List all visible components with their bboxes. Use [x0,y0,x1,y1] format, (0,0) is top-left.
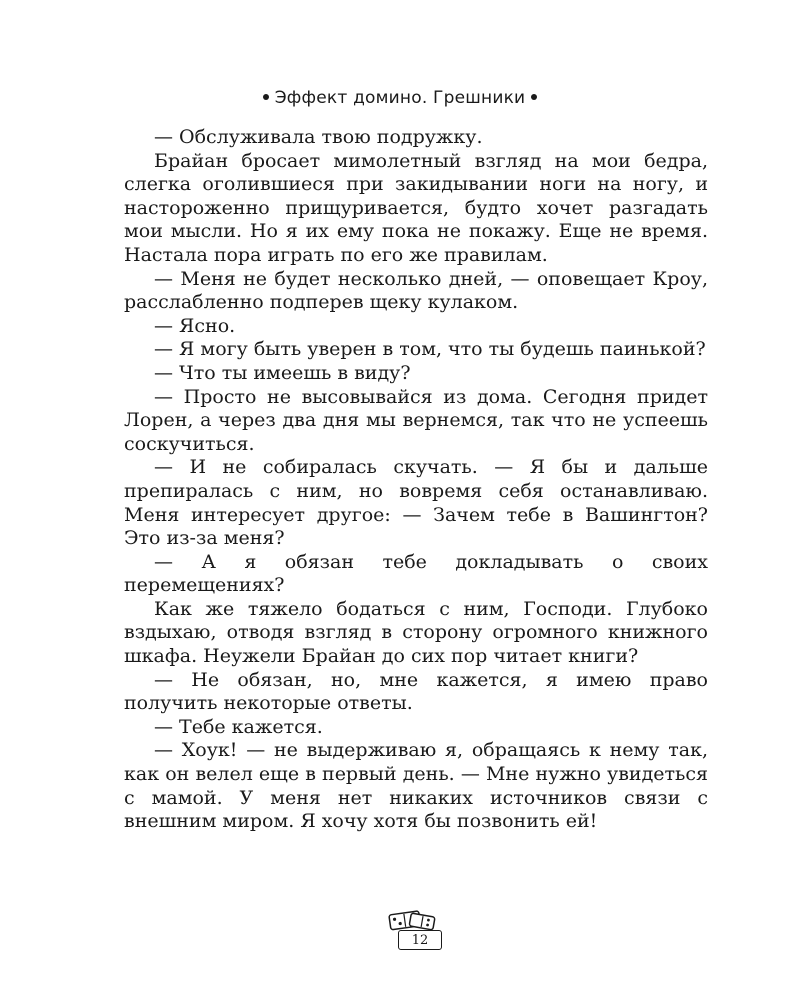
paragraph: — Хоук! — не выдерживаю я, обращаясь к нему так, как он велел еще в первый день. — Мне нужно увидеться с мамой. У меня нет никаких источников связи с внешним миром. Я хочу хотя бы позвонить ей! [124,739,708,833]
paragraph: — Что ты имеешь в виду? [154,361,411,384]
page-footer [0,910,800,950]
paragraph: — А я обязан тебе докладывать о своих перемещениях? [124,550,708,597]
paragraph: — Просто не высовывайся из дома. Сегодня придет Лорен, а через два дня мы вернемся, так что не успеешь соскучиться. [124,385,708,455]
paragraph: — Тебе кажется. [154,715,323,738]
domino-icon [384,910,438,932]
paragraph: — Ясно. [154,314,236,337]
running-title: Эффект домино. Грешники [274,88,526,108]
body-text [124,126,708,834]
paragraph: — И не собиралась скучать. — Я бы и дальше препиралась с ним, но вовремя себя останавливаю. Меня интересует другое: — Зачем тебе в Вашингтон? Это из-за меня? [124,456,708,550]
paragraph: — Обслуживала твою подружку. [154,126,483,148]
paragraph: — Меня не будет несколько дней, — оповещает Кроу, расслабленно подперев щеку кулаком. [124,267,708,314]
running-header [0,88,800,108]
paragraph: — Я могу быть уверен в том, что ты будешь паинькой? [154,338,706,361]
bullet-icon [531,94,537,100]
page-number: 12 [398,930,442,950]
paragraph: Брайан бросает мимолетный взгляд на мои бедра, слегка оголившиеся при закидывании ноги на ногу, и настороженно прищуривается, будто хочет разгадать мои мысли. Но я их ему пока не покажу. Еще не время. Настала пора играть по его же правилам. [124,149,708,266]
paragraph: — Не обязан, но, мне кажется, я имею право получить некоторые ответы. [124,668,708,715]
paragraph: Как же тяжело бодаться с ним, Господи. Глубоко вздыхаю, отводя взгляд в сторону огромного книжного шкафа. Неужели Брайан до сих пор читает книги? [124,597,708,668]
bullet-icon [263,94,269,100]
